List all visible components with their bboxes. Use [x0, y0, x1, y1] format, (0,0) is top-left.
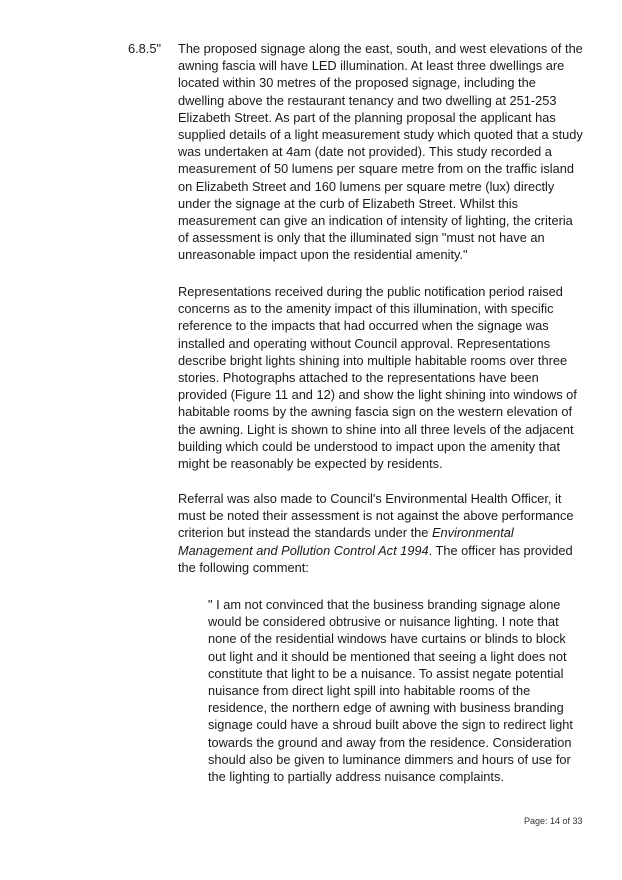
referral-text-start: Referral was also made to Council's Environmental Health Officer, it must be noted their assessment is not against the above performance criterion but instead the standards under the	[178, 491, 574, 541]
officer-quote: " I am not convinced that the business branding signage alone would be considered obtrusive or nuisance lighting. I note that none of the residential windows have curtains or blinds to block out light and it should be mentioned that seeing a light does not constitute that light to be a nuisance. To assist negate potential nuisance from direct light spill into habitable rooms of the residence, the northern edge of awning with business branding signage could have a shroud built above the sign to redirect light towards the ground and away from the residence. Consideration should also be given to luminance dimmers and hours of use for the lighting to partially address nuisance complaints.	[208, 597, 573, 785]
paragraph-referral	[178, 490, 583, 576]
act-title: Environmental Management and Pollution Control Act 1994	[178, 525, 514, 558]
referral-text-end: . The officer has provided the following comment:	[178, 542, 573, 575]
page-number: Page: 14 of 33	[524, 816, 583, 826]
paragraph-representations: Representations received during the public notification period raised concerns as to the amenity impact of this illumination, with specific reference to the impacts that had occurred when the signage was installed and operating without Council approval. Representations describe bright lights shining into multiple habitable rooms over three stories. Photographs attached to the representations have been provided (Figure 11 and 12) and show the light shining into windows of habitable rooms by the awning fascia sign on the western elevation of the awning. Light is shown to shine into all three levels of the adjacent building which could be understood to impact upon the amenity that might be reasonably be expected by residents.	[178, 284, 577, 472]
section-number: 6.8.5"	[128, 41, 162, 56]
paragraph-led-illumination: The proposed signage along the east, south, and west elevations of the awning fascia will have LED illumination. At least three dwellings are located within 30 metres of the proposed signage, including the dwelling above the restaurant tenancy and two dwelling at 251-253 Elizabeth Street. As part of the planning proposal the applicant has supplied details of a light measurement study which quoted that a study was undertaken at 4am (date not provided). This study recorded a measurement of 50 lumens per square metre from on the traffic island on Elizabeth Street and 160 lumens per square metre (lux) directly under the signage at the curb of Elizabeth Street. Whilst this measurement can give an indication of intensity of lighting, the criteria of assessment is only that the illuminated sign "must not have an unreasonable impact upon the residential amenity."	[178, 41, 583, 263]
